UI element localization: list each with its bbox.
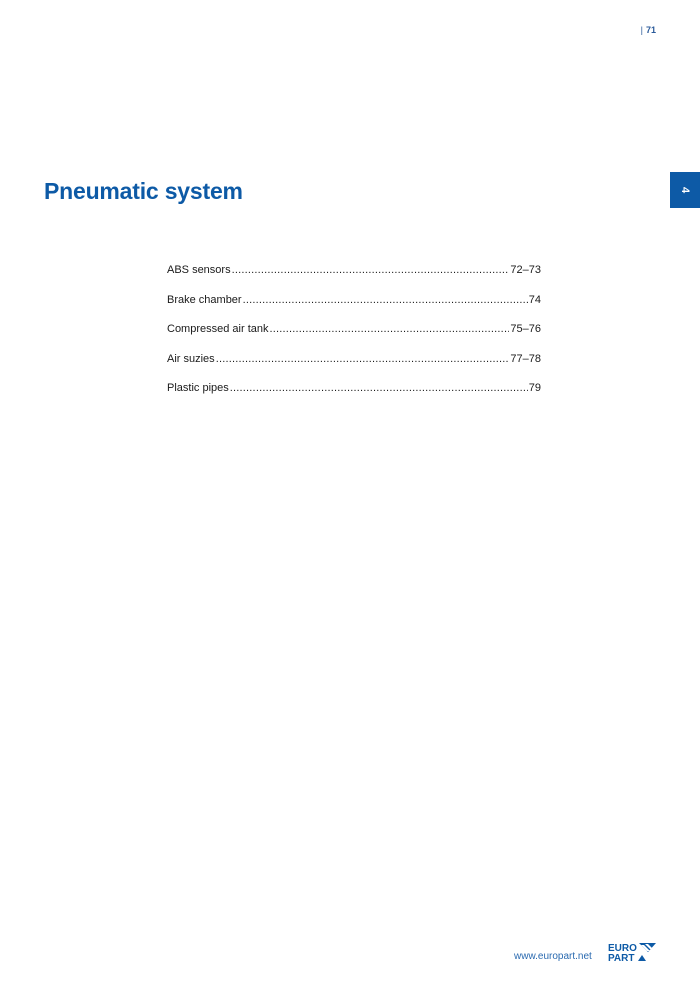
page-number-value: 71 bbox=[645, 25, 656, 35]
chapter-tab bbox=[670, 172, 700, 208]
page-number-separator: | bbox=[640, 25, 643, 35]
page-number bbox=[641, 25, 656, 35]
europart-logo bbox=[608, 941, 658, 963]
toc-entry-brake-chamber[interactable] bbox=[167, 294, 541, 324]
toc-entry-pages: 74 bbox=[528, 293, 541, 306]
table-of-contents bbox=[167, 264, 541, 412]
chapter-tab-number: 4 bbox=[679, 186, 691, 194]
toc-dot-leader bbox=[230, 382, 528, 394]
toc-dot-leader bbox=[232, 264, 510, 276]
toc-entry-air-suzies[interactable] bbox=[167, 353, 541, 383]
toc-entry-label: Brake chamber bbox=[167, 293, 242, 306]
toc-entry-abs-sensors[interactable] bbox=[167, 264, 541, 294]
toc-entry-pages: 75–76 bbox=[510, 323, 541, 335]
toc-dot-leader bbox=[243, 294, 528, 306]
page-title: Pneumatic system bbox=[44, 178, 243, 204]
toc-entry-label: Plastic pipes bbox=[167, 382, 229, 394]
toc-entry-label: ABS sensors bbox=[167, 264, 231, 276]
toc-entry-pages: 77–78 bbox=[510, 352, 541, 365]
toc-entry-pages: 72–73 bbox=[510, 264, 541, 276]
logo-text-line2: PART bbox=[608, 953, 635, 963]
toc-entry-label: Air suzies bbox=[167, 352, 215, 365]
logo-mark-icon bbox=[638, 943, 656, 961]
toc-entry-pages: 79 bbox=[528, 382, 541, 394]
toc-dot-leader bbox=[216, 353, 510, 365]
toc-entry-label: Compressed air tank bbox=[167, 323, 269, 335]
footer-website-link[interactable]: www.europart.net bbox=[514, 951, 592, 962]
toc-entry-compressed-air-tank[interactable] bbox=[167, 323, 541, 353]
toc-entry-plastic-pipes[interactable] bbox=[167, 382, 541, 412]
logo-text-line1: EURO bbox=[608, 943, 637, 954]
toc-dot-leader bbox=[270, 323, 510, 335]
